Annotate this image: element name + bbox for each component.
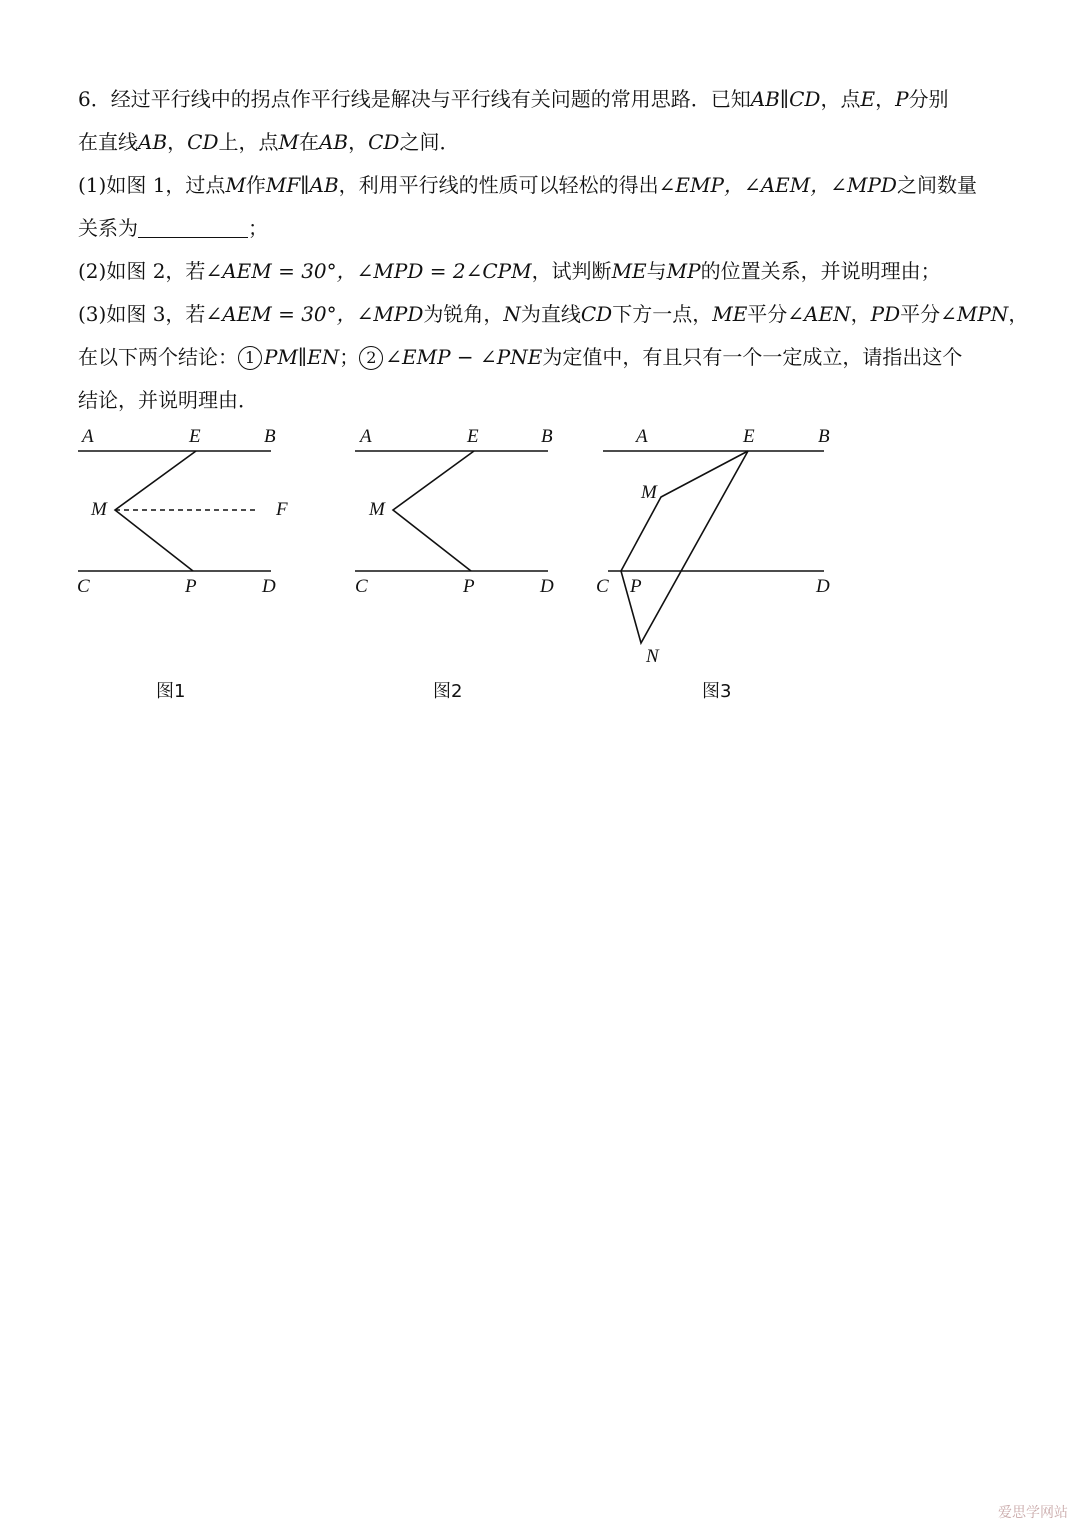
- fig1-segments-em-mp: [115, 451, 196, 571]
- fig3-label-p: P: [630, 576, 642, 597]
- fig2-label-c: C: [355, 576, 368, 597]
- fig2-label-m: M: [369, 499, 385, 520]
- fig3-label-a: A: [636, 426, 648, 447]
- fig1-label-m: M: [91, 499, 107, 520]
- fig2-caption: 图2: [433, 681, 463, 702]
- fig3-label-n: N: [646, 646, 659, 667]
- fig1-label-f: F: [276, 499, 288, 520]
- fig3-polygon-empn: [621, 451, 748, 643]
- fig1-label-b: B: [264, 426, 276, 447]
- fig1-label-p: P: [185, 576, 197, 597]
- figures: [0, 0, 1080, 720]
- figure-1: [78, 451, 271, 571]
- fig1-label-e: E: [189, 426, 201, 447]
- fig3-label-d: D: [816, 576, 830, 597]
- fig2-label-b: B: [541, 426, 553, 447]
- fig1-label-c: C: [77, 576, 90, 597]
- fig3-caption: 图3: [702, 681, 732, 702]
- circled-one: 1: [238, 346, 262, 370]
- fig2-label-d: D: [540, 576, 554, 597]
- question-1: (1)如图 1，过点M作MF∥AB，利用平行线的性质可以轻松的得出∠EMP，∠AEM，∠MPD之间数量 关系为 ；: [78, 173, 977, 240]
- fig3-label-m: M: [641, 482, 657, 503]
- fig3-label-c: C: [596, 576, 609, 597]
- problem-number: 6: [78, 87, 91, 111]
- fig1-label-a: A: [82, 426, 94, 447]
- fig1-caption: 图1: [156, 681, 186, 702]
- figure-3: [603, 451, 824, 643]
- fig2-label-a: A: [360, 426, 372, 447]
- question-3: (3)如图 3，若∠AEM = 30°，∠MPD为锐角，N为直线CD下方一点，ME平分∠AEN，PD平分∠MPN， 在以下两个结论： 1 PM∥EN； 2 ∠EMP − ∠PNE为定值中，有且只有一个一定成立，请指出这个 结论，并说明理由．: [78, 302, 1029, 412]
- fig2-label-e: E: [467, 426, 479, 447]
- watermark: 爱思学网站: [998, 1505, 1068, 1521]
- fig3-label-e: E: [743, 426, 755, 447]
- fig2-label-p: P: [463, 576, 475, 597]
- fig3-label-b: B: [818, 426, 830, 447]
- circled-two: 2: [359, 346, 383, 370]
- problem-intro: 6．经过平行线中的拐点作平行线是解决与平行线有关问题的常用思路．已知AB∥CD，点E，P分别 在直线AB，CD上，点M在AB，CD之间．: [78, 87, 949, 154]
- fig1-label-d: D: [262, 576, 276, 597]
- fig2-segments-em-mp: [393, 451, 474, 571]
- question-2: (2)如图 2，若∠AEM = 30°，∠MPD = 2∠CPM，试判断ME与MP的位置关系，并说明理由；: [78, 259, 941, 283]
